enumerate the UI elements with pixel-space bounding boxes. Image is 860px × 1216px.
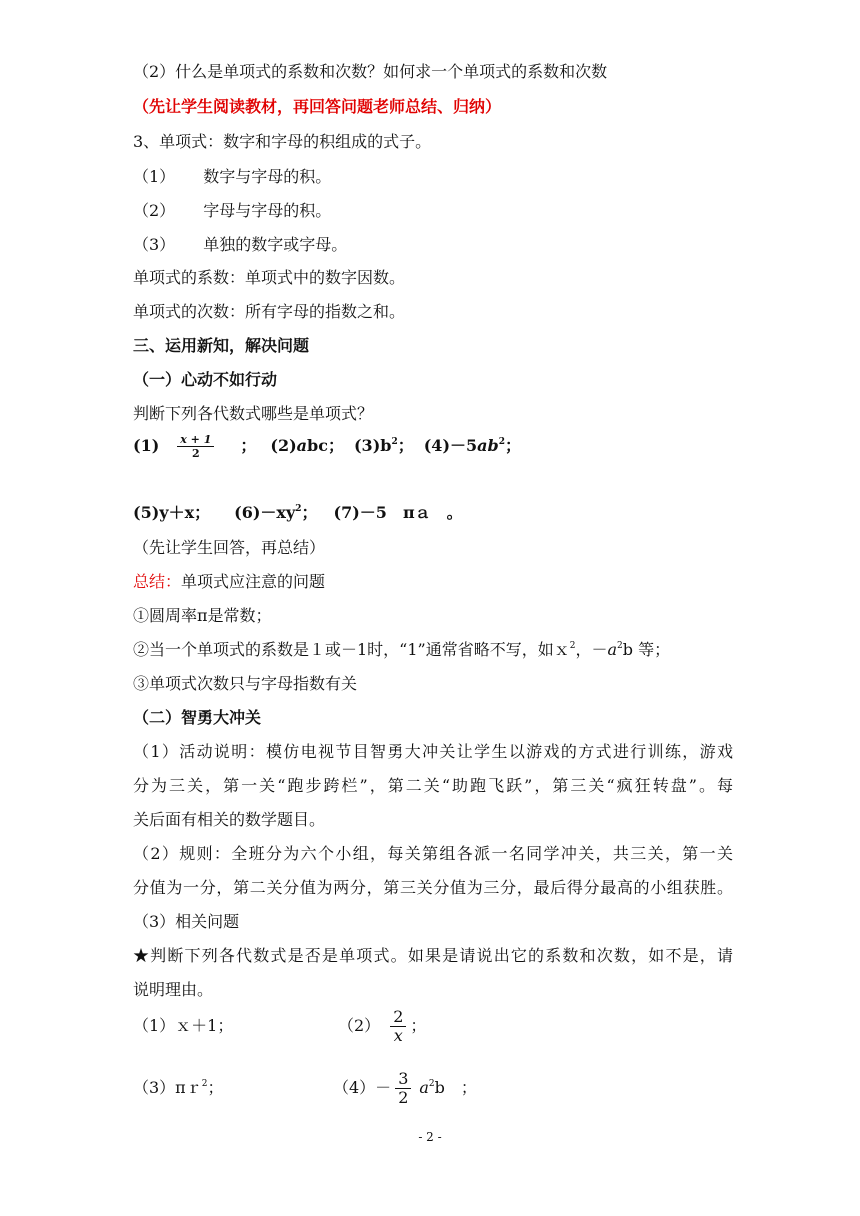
exercise-prompt: 判断下列各代数式哪些是单项式？ bbox=[133, 404, 374, 423]
text: ，－ bbox=[575, 640, 608, 659]
monomial-type-2 bbox=[133, 201, 733, 221]
separator: ； bbox=[301, 503, 318, 522]
text: b ； bbox=[434, 1078, 477, 1097]
subsection-2-heading: （二）智勇大冲关 bbox=[133, 708, 262, 727]
summary-heading bbox=[133, 572, 733, 592]
question-2-label: （2） bbox=[338, 1016, 381, 1035]
activity-description-line-2: 分为三关，第一关“跑步跨栏”，第二关“助跑飞跃”，第三关“疯狂转盘”。每 bbox=[133, 776, 733, 795]
fraction-numerator: x + 1 bbox=[177, 433, 214, 447]
rules-line-1: （2）规则：全班分为六个小组，每关第组各派一名同学冲关，共三关，第一关 bbox=[133, 844, 733, 863]
item-text: 单独的数字或字母。 bbox=[203, 235, 348, 254]
coefficient-definition: 单项式的系数：单项式中的数字因数。 bbox=[133, 268, 406, 287]
related-questions-heading: （3）相关问题 bbox=[133, 912, 240, 931]
expr-6: (6)－xy bbox=[234, 503, 296, 522]
activity-description-line-1: （1）活动说明：模仿电视节目智勇大冲关让学生以游戏的方式进行训练，游戏 bbox=[133, 742, 733, 761]
degree-definition: 单项式的次数：所有字母的指数之和。 bbox=[133, 302, 406, 321]
exercise-row-1 bbox=[133, 428, 733, 464]
item-text: 字母与字母的积。 bbox=[203, 201, 332, 220]
question-1: （1）ｘ＋1； bbox=[133, 1016, 234, 1035]
fraction-numerator: 3 bbox=[395, 1070, 411, 1089]
question-2-coefficient-degree: （2）什么是单项式的系数和次数？如何求一个单项式的系数和次数 bbox=[133, 62, 608, 81]
exponent: 2 bbox=[617, 641, 623, 651]
summary-point-3: ③单项式次数只与字母指数有关 bbox=[133, 674, 358, 693]
variable: a bbox=[419, 1078, 429, 1097]
separator: ； bbox=[207, 1078, 224, 1097]
separator: ； bbox=[410, 1016, 427, 1035]
expr-7: (7)－5 πａ 。 bbox=[333, 503, 463, 522]
monomial-definition: 3、单项式：数字和字母的积组成的式子。 bbox=[133, 132, 432, 151]
teacher-note-answer: （先让学生回答，再总结） bbox=[133, 538, 326, 557]
variable: a bbox=[607, 640, 618, 659]
fraction-denominator: 2 bbox=[398, 1088, 409, 1107]
item-number: （1） bbox=[133, 167, 176, 186]
text: ②当一个单项式的系数是１或－1时，“1”通常省略不写，如ｘ bbox=[133, 640, 570, 659]
page-number: - 2 - bbox=[418, 1130, 442, 1144]
activity-description-line-3: 关后面有相关的数学题目。 bbox=[133, 810, 326, 829]
separator: ； bbox=[240, 436, 257, 455]
fraction-x-plus-1-over-2 bbox=[177, 433, 214, 460]
separator: ； bbox=[504, 436, 521, 455]
fraction-numerator: 2 bbox=[390, 1008, 406, 1027]
expr-4-label: (4)－5 bbox=[423, 436, 478, 455]
expr-2-var: a bbox=[296, 436, 308, 455]
exponent: 2 bbox=[295, 504, 302, 514]
item-text: 数字与字母的积。 bbox=[203, 167, 332, 186]
summary-text: 单项式应注意的问题 bbox=[181, 572, 326, 591]
question-row-2 bbox=[133, 1070, 733, 1106]
text: b 等； bbox=[622, 640, 671, 659]
separator: ； bbox=[397, 436, 414, 455]
expr-3: (3)b bbox=[353, 436, 392, 455]
item-number: （3） bbox=[133, 235, 176, 254]
judge-prompt-line-1: ★判断下列各代数式是否是单项式。如果是请说出它的系数和次数，如不是，请 bbox=[133, 946, 733, 965]
summary-point-2 bbox=[133, 640, 733, 660]
exponent: 2 bbox=[391, 437, 398, 447]
question-row-1 bbox=[133, 1008, 733, 1044]
exponent: 2 bbox=[569, 641, 576, 651]
expr-2-rest: bc； bbox=[307, 436, 344, 455]
fraction-2-over-x bbox=[390, 1008, 406, 1045]
teacher-note-read-textbook: （先让学生阅读教材，再回答问题老师总结、归纳） bbox=[133, 97, 502, 116]
question-4-label: （4）－ bbox=[333, 1078, 392, 1097]
fraction-3-over-2 bbox=[395, 1070, 411, 1107]
expr-1-label: (1) bbox=[133, 436, 160, 455]
summary-point-1: ①圆周率π是常数； bbox=[133, 606, 272, 625]
question-3: （3）πｒ bbox=[133, 1078, 202, 1097]
expr-4-var: ab bbox=[477, 436, 499, 455]
exponent: 2 bbox=[201, 1079, 208, 1089]
expr-2-label: (2) bbox=[270, 436, 297, 455]
monomial-type-3 bbox=[133, 235, 733, 255]
item-number: （2） bbox=[133, 201, 176, 220]
monomial-type-1 bbox=[133, 167, 733, 187]
judge-prompt-line-2: 说明理由。 bbox=[133, 980, 214, 999]
fraction-denominator: 2 bbox=[192, 447, 200, 460]
exercise-row-2 bbox=[133, 503, 733, 523]
expr-5: (5)y＋x； bbox=[133, 503, 211, 522]
exponent: 2 bbox=[498, 437, 505, 447]
subsection-1-heading: （一）心动不如行动 bbox=[133, 370, 278, 389]
fraction-denominator: x bbox=[393, 1026, 403, 1045]
rules-line-2: 分值为一分，第二关分值为两分，第三关分值为三分，最后得分最高的小组获胜。 bbox=[133, 878, 733, 897]
exponent: 2 bbox=[428, 1079, 435, 1089]
section-3-heading: 三、运用新知，解决问题 bbox=[133, 336, 310, 355]
summary-label: 总结： bbox=[133, 572, 182, 591]
